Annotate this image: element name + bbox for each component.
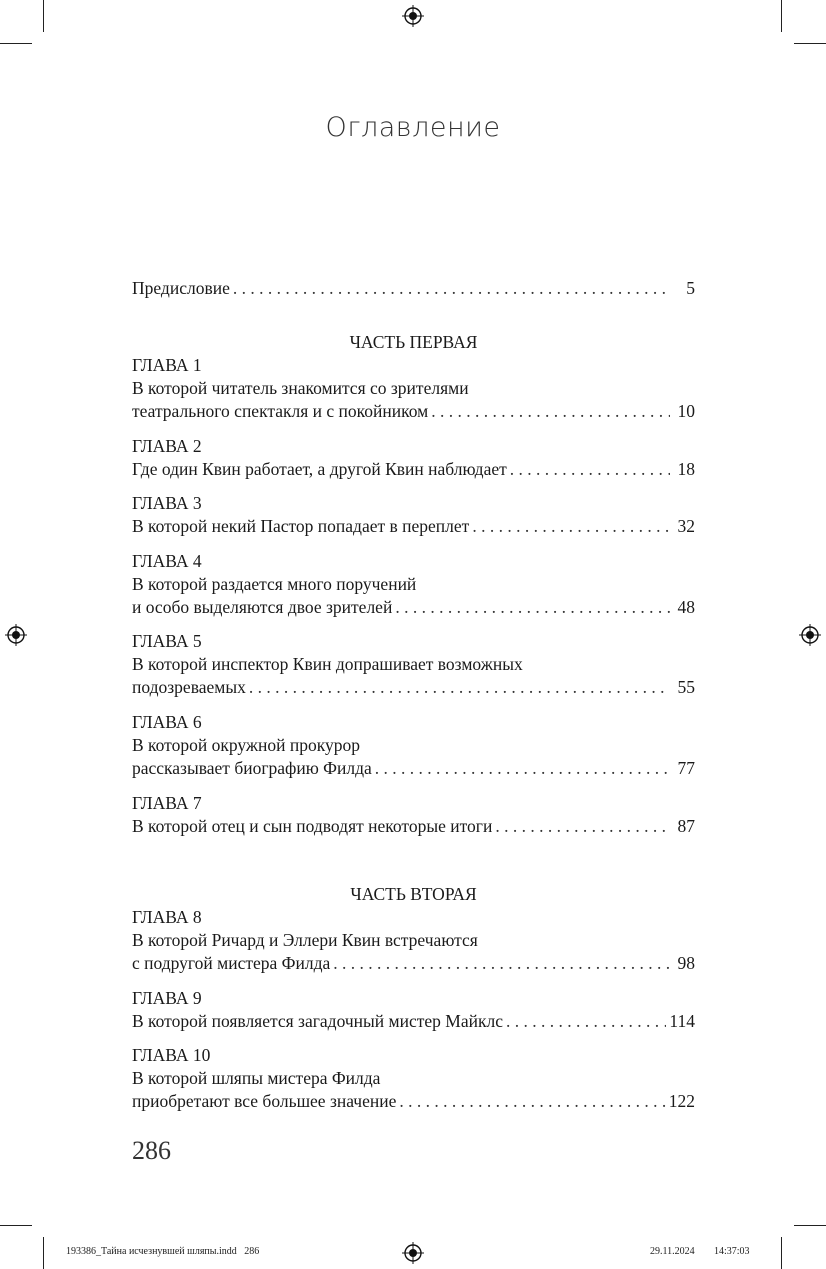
leader-dots: [472, 515, 670, 538]
chapter-label: ГЛАВА 5: [132, 631, 202, 651]
crop-mark-top-left-h: [0, 43, 32, 44]
crop-mark-top-left-v: [43, 0, 44, 32]
chapter-title-line: рассказывает биографию Филда: [132, 758, 372, 778]
leader-dots: [399, 1090, 665, 1113]
chapter-title-line: приобретают все большее значение: [132, 1091, 397, 1111]
chapter-title-line: и особо выделяются двое зрителей: [132, 597, 393, 617]
toc-preface[interactable]: [132, 277, 695, 300]
leader-dots: [431, 400, 670, 423]
chapter-label: ГЛАВА 4: [132, 551, 202, 571]
leader-dots: [333, 952, 670, 975]
toc-chapter-6[interactable]: [132, 711, 695, 780]
chapter-label: ГЛАВА 1: [132, 355, 202, 375]
crop-mark-top-right-h: [794, 43, 826, 44]
toc-chapter-7[interactable]: [132, 792, 695, 838]
chapter-title-line: подозреваемых: [132, 677, 246, 697]
slug-time: 14:37:03: [714, 1246, 750, 1257]
chapter-title-line: В которой некий Пастор попадает в переплет: [132, 516, 470, 536]
page-number: 55: [677, 677, 695, 697]
leader-dots: [395, 596, 670, 619]
toc-chapter-8[interactable]: [132, 906, 695, 975]
page-number: 32: [677, 516, 695, 536]
chapter-title-line: В которой появляется загадочный мистер Майклс: [132, 1011, 503, 1031]
toc-chapter-1[interactable]: [132, 354, 695, 423]
chapter-label: ГЛАВА 3: [132, 493, 202, 513]
page-folio: 286: [132, 1136, 171, 1165]
registration-mark-icon: [402, 1242, 424, 1264]
crop-mark-bottom-right-h: [794, 1225, 826, 1226]
leader-dots: [506, 1010, 666, 1033]
chapter-title-line: В которой инспектор Квин допрашивает возможных: [132, 654, 523, 674]
leader-dots: [249, 676, 670, 699]
toc-chapter-2[interactable]: [132, 435, 695, 481]
page-title: Оглавление: [325, 112, 501, 143]
page-number: 87: [677, 816, 695, 836]
page-number: 77: [677, 758, 695, 778]
leader-dots: [233, 277, 670, 300]
page-number: 10: [677, 401, 695, 421]
chapter-title-line: В которой Ричард и Эллери Квин встречаются: [132, 930, 478, 950]
part-heading: ЧАСТЬ ПЕРВАЯ: [349, 332, 478, 352]
crop-mark-bottom-left-v: [43, 1237, 44, 1269]
page-number: 5: [686, 278, 695, 298]
toc-entry-title: Предисловие: [132, 278, 230, 298]
chapter-label: ГЛАВА 6: [132, 712, 202, 732]
chapter-title-line: В которой окружной прокурор: [132, 735, 360, 755]
toc-chapter-9[interactable]: [132, 987, 695, 1033]
page-number: 98: [677, 953, 695, 973]
leader-dots: [510, 458, 670, 481]
page-number: 48: [677, 597, 695, 617]
chapter-title-line: В которой шляпы мистера Филда: [132, 1068, 381, 1088]
chapter-label: ГЛАВА 7: [132, 793, 202, 813]
chapter-title-line: Где один Квин работает, а другой Квин наблюдает: [132, 459, 507, 479]
chapter-label: ГЛАВА 10: [132, 1045, 211, 1065]
chapter-label: ГЛАВА 8: [132, 907, 202, 927]
page-number: 114: [669, 1011, 695, 1031]
registration-mark-icon: [5, 624, 27, 646]
page-number: 122: [668, 1091, 695, 1111]
chapter-label: ГЛАВА 9: [132, 988, 202, 1008]
toc-chapter-3[interactable]: [132, 492, 695, 538]
crop-mark-bottom-left-h: [0, 1225, 32, 1226]
slug-date: 29.11.2024: [650, 1246, 695, 1257]
toc-chapter-10[interactable]: [132, 1044, 695, 1113]
registration-mark-icon: [402, 5, 424, 27]
crop-mark-top-right-v: [781, 0, 782, 32]
toc-chapter-5[interactable]: [132, 630, 695, 699]
part-heading: ЧАСТЬ ВТОРАЯ: [350, 884, 477, 904]
chapter-label: ГЛАВА 2: [132, 436, 202, 456]
leader-dots: [375, 757, 670, 780]
chapter-title-line: театрального спектакля и с покойником: [132, 401, 429, 421]
leader-dots: [495, 815, 670, 838]
toc-chapter-4[interactable]: [132, 550, 695, 619]
chapter-title-line: В которой раздается много поручений: [132, 574, 417, 594]
chapter-title-line: В которой отец и сын подводят некоторые итоги: [132, 816, 493, 836]
page-number: 18: [677, 459, 695, 479]
crop-mark-bottom-right-v: [781, 1237, 782, 1269]
chapter-title-line: с подругой мистера Филда: [132, 953, 331, 973]
registration-mark-icon: [799, 624, 821, 646]
slug-filename: 193386_Тайна исчезнувшей шляпы.indd 286: [66, 1246, 260, 1257]
chapter-title-line: В которой читатель знакомится со зрителями: [132, 378, 469, 398]
